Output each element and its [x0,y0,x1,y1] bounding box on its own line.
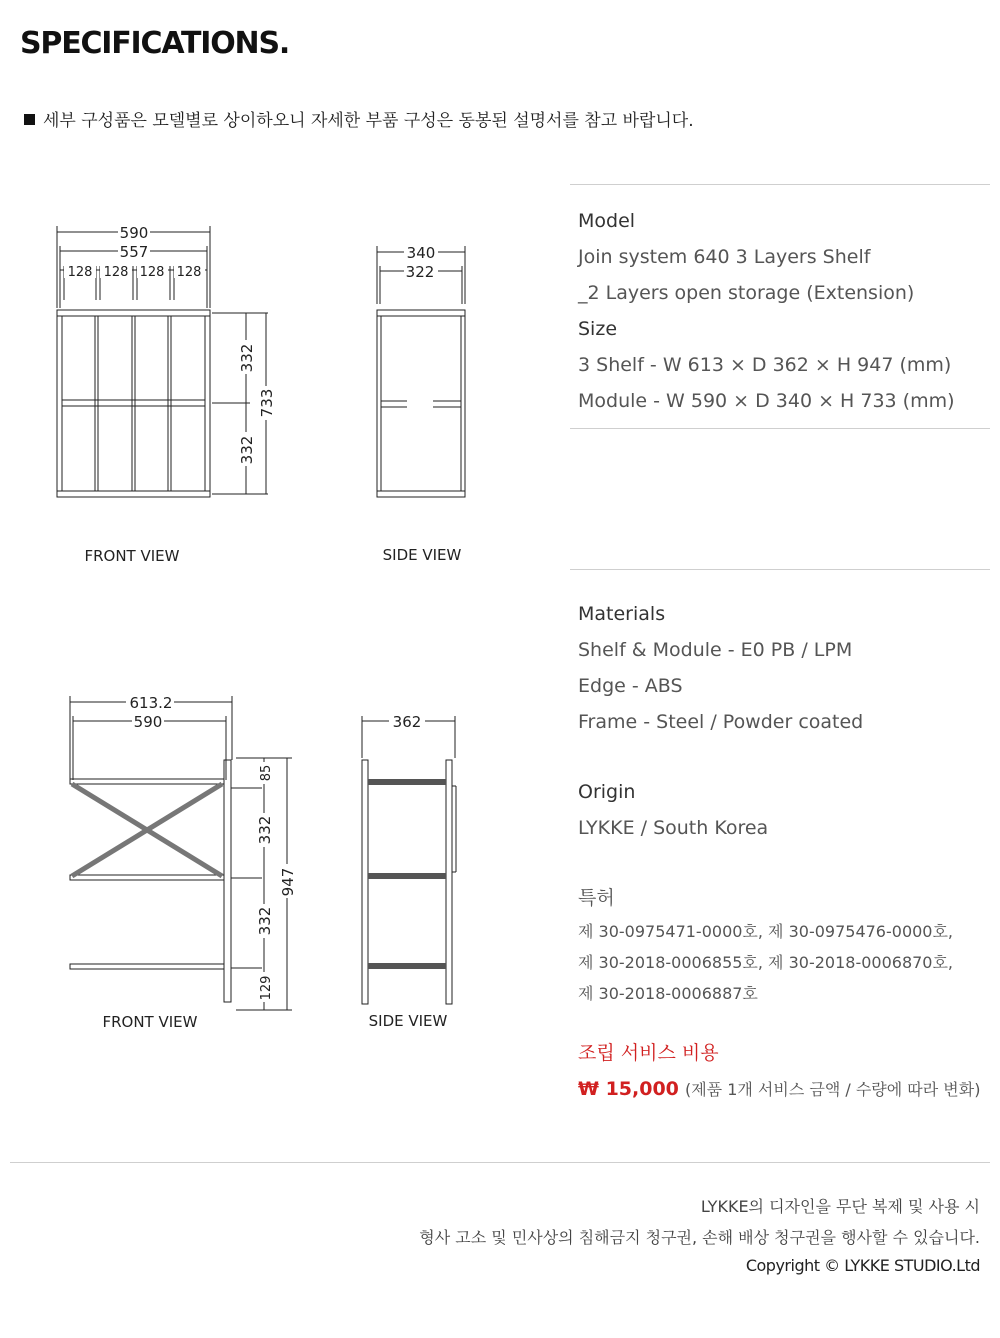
dim-shelf-depth: 362 [392,713,422,731]
divider-mid [570,428,990,429]
patent-section [578,916,953,1009]
origin-section [578,774,768,846]
page-title: SPECIFICATIONS. [20,26,290,61]
dim-side-depth-inner: 322 [405,263,435,281]
notice-text [24,106,694,131]
divider-materials [570,569,990,570]
patent-heading: 특허 [578,887,615,909]
origin-heading: Origin [578,781,636,803]
materials-line-3: Frame - Steel / Powder coated [578,711,864,733]
module-diagram [0,180,560,600]
dim-bay-2: 128 [103,265,129,280]
dim-shelf-h-total: 947 [279,867,297,897]
shelf-front-view-label: FRONT VIEW [102,1013,198,1031]
dim-bay-3: 128 [139,265,165,280]
dim-front-height-upper: 332 [238,343,256,373]
size-heading: Size [578,318,618,340]
dim-side-depth-total: 340 [406,244,436,262]
divider-top [570,184,990,185]
side-view-label: SIDE VIEW [382,546,462,564]
model-line-1: Join system 640 3 Layers Shelf [578,246,871,268]
dim-shelf-h-upper: 332 [256,815,274,845]
materials-line-1: Shelf & Module - E0 PB / LPM [578,639,853,661]
dim-bay-1: 128 [67,265,93,280]
square-bullet-icon [24,114,35,125]
service-heading: 조립 서비스 비용 [578,1042,719,1064]
shelf-side-view-label: SIDE VIEW [368,1012,448,1030]
model-line-2: _2 Layers open storage (Extension) [578,282,915,304]
dim-shelf-width-total: 613.2 [129,694,173,712]
footer-copyright: Copyright © LYKKE STUDIO.Ltd [745,1256,980,1275]
origin-line-1: LYKKE / South Korea [578,817,769,839]
dim-front-width-total: 590 [119,224,149,242]
materials-heading: Materials [578,603,666,625]
dim-shelf-h-bottom: 129 [259,975,274,1001]
notice-label: 세부 구성품은 모델별로 상이하오니 자세한 부품 구성은 동봉된 설명서를 참고 바랍니다. [43,111,694,131]
patent-line-2: 제 30-2018-0006855호, 제 30-2018-0006870호, [578,953,954,972]
model-heading: Model [578,210,636,232]
service-price-row [578,1071,980,1108]
materials-line-2: Edge - ABS [578,675,683,697]
footer-line-2: 형사 고소 및 민사상의 침해금지 청구권, 손해 배상 청구권을 행사할 수 있습니다. [419,1228,980,1247]
materials-section [578,596,863,740]
service-note: (제품 1개 서비스 금액 / 수량에 따라 변화) [684,1080,981,1099]
dim-front-height-total: 733 [258,388,276,418]
front-view-label: FRONT VIEW [84,547,180,565]
dim-shelf-h-lower: 332 [256,906,274,936]
dim-bay-4: 128 [176,265,202,280]
dim-front-height-lower: 332 [238,435,256,465]
dim-front-width-inner: 557 [119,243,149,261]
patent-line-3: 제 30-2018-0006887호 [578,984,758,1003]
patent-line-1: 제 30-0975471-0000호, 제 30-0975476-0000호, [578,922,954,941]
shelf-diagram [0,680,560,1050]
size-line-1: 3 Shelf - W 613 × D 362 × H 947 (mm) [578,354,952,376]
service-price: ₩ 15,000 [578,1078,679,1100]
size-line-2: Module - W 590 × D 340 × H 733 (mm) [578,390,955,412]
divider-footer [10,1162,990,1163]
model-size-section [578,203,955,419]
footer-line-1: LYKKE의 디자인을 무단 복제 및 사용 시 [700,1197,980,1216]
dim-shelf-h-top: 85 [259,764,274,782]
dim-shelf-width-module: 590 [133,713,163,731]
